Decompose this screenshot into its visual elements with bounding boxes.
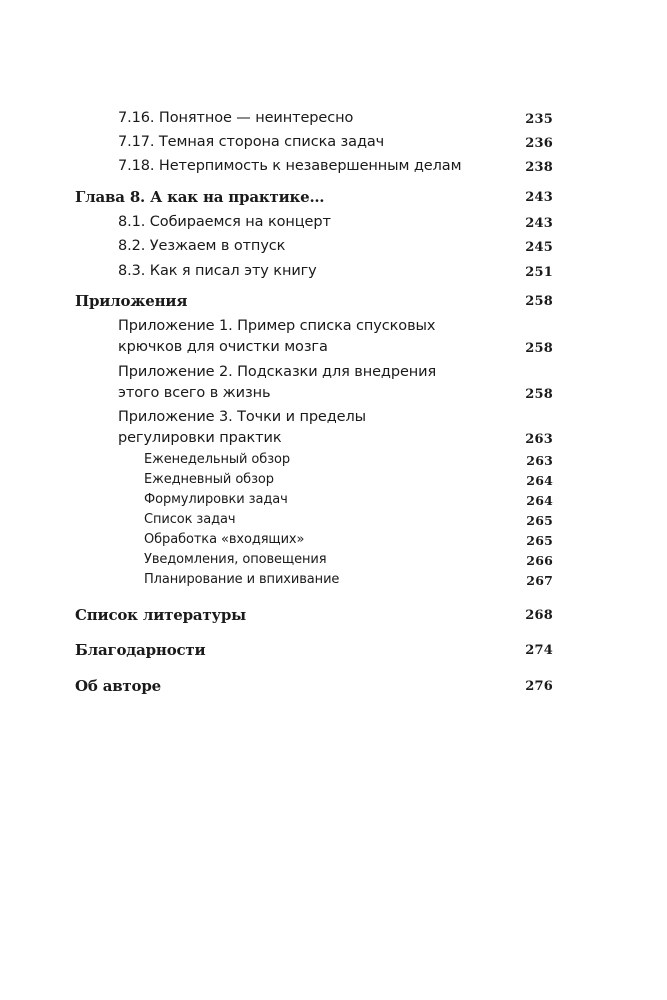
toc-chapter-title: Благодарности [75, 641, 206, 659]
toc-subentry-page: 264 [526, 493, 553, 508]
toc-entry-title-line1: Приложение 2. Подсказки для внедрения [118, 364, 437, 380]
toc-entry-page: 263 [525, 432, 553, 447]
toc-chapter-page: 276 [525, 679, 553, 694]
toc-chapter-title: Приложения [75, 292, 188, 310]
toc-chapter-title: Список литературы [75, 606, 247, 624]
toc-entry-title: 7.16. Понятное — неинтересно [118, 110, 354, 126]
toc-entry-title-line2: крючков для очистки мозга [118, 339, 328, 355]
toc-entry-title-line2: этого всего в жизнь [118, 385, 271, 401]
toc-entry-title: 8.3. Как я писал эту книгу [118, 263, 317, 279]
toc-subentry-title: Ежедневный обзор [144, 472, 274, 487]
toc-subentry-title: Обработка «входящих» [144, 532, 305, 547]
toc-entry-title-line1: Приложение 1. Пример списка спусковых [118, 318, 436, 334]
toc-chapter-page: 268 [525, 608, 553, 623]
toc-chapter-page: 258 [525, 294, 553, 309]
toc-subentry-page: 263 [526, 453, 553, 468]
toc-subentry-title: Формулировки задач [144, 492, 288, 507]
toc-entry-title: 7.18. Нетерпимость к незавершенным делам [118, 158, 462, 174]
toc-entry-title: 8.1. Собираемся на концерт [118, 214, 331, 230]
toc-subentry-title: Еженедельный обзор [144, 452, 291, 467]
toc-chapter-title: Об авторе [75, 677, 161, 695]
toc-entry-page: 238 [525, 160, 553, 175]
toc-chapter-page: 243 [525, 190, 553, 205]
toc-entry-page: 243 [525, 216, 553, 231]
toc-entry-title: 8.2. Уезжаем в отпуск [118, 238, 286, 254]
toc-subentry-page: 267 [526, 573, 553, 588]
toc-entry-page: 251 [525, 265, 553, 280]
toc-entry-page: 258 [525, 341, 553, 356]
toc-subentry-page: 264 [526, 473, 553, 488]
toc-entry-title: 7.17. Темная сторона списка задач [118, 134, 385, 150]
toc-entry-page: 236 [525, 136, 553, 151]
toc-subentry-title: Уведомления, оповещения [144, 552, 327, 567]
toc-entry-page: 258 [525, 387, 553, 402]
toc-subentry-page: 265 [526, 533, 553, 548]
toc-entry-page: 235 [525, 112, 553, 127]
toc-subentry-title: Список задач [144, 512, 236, 527]
toc-entry-title-line1: Приложение 3. Точки и пределы [118, 409, 367, 425]
toc-subentry-page: 265 [526, 513, 553, 528]
toc-entry-page: 245 [525, 240, 553, 255]
toc-entry-title-line2: регулировки практик [118, 430, 282, 446]
toc-chapter-title: Глава 8. А как на практике… [75, 188, 325, 206]
toc-subentry-title: Планирование и впихивание [144, 572, 340, 587]
toc-subentry-page: 266 [526, 553, 553, 568]
toc-chapter-page: 274 [525, 643, 553, 658]
